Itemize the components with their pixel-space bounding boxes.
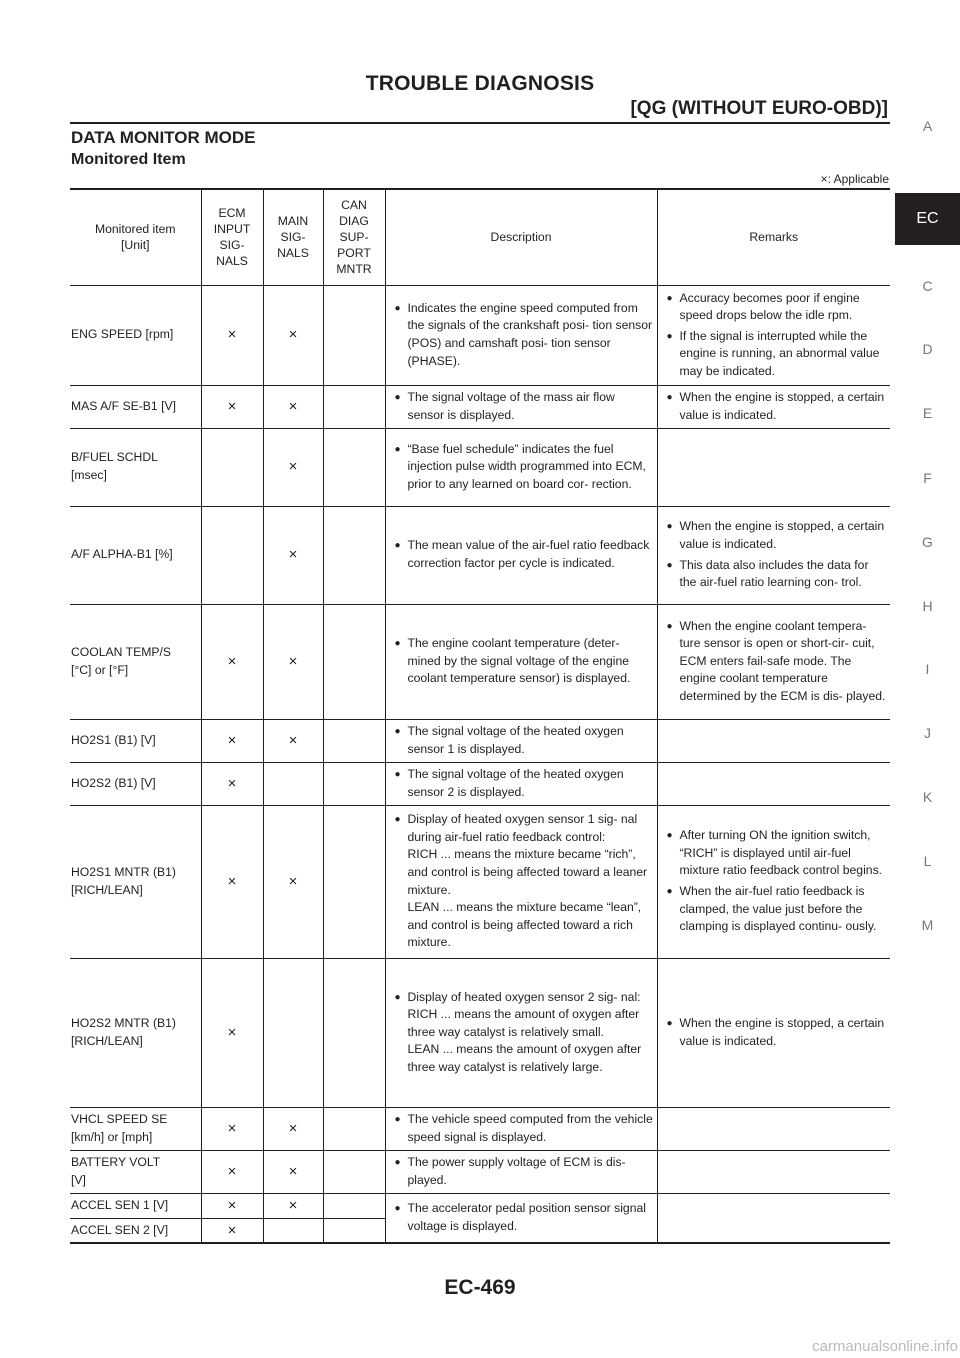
can-diag-mark bbox=[323, 385, 385, 428]
main-signal-mark bbox=[263, 958, 323, 1107]
ecm-input-mark: × bbox=[201, 1107, 263, 1150]
table-row bbox=[70, 805, 890, 958]
main-signal-mark: × bbox=[263, 428, 323, 506]
description-bullet: ● The engine coolant temperature (deter- mined by the signal voltage of the engine coolant temperature sensor) is displayed. bbox=[395, 635, 654, 688]
description bbox=[385, 385, 657, 428]
can-diag-mark bbox=[323, 1150, 385, 1193]
main-signal-mark: × bbox=[263, 604, 323, 719]
description-bullet: ● The power supply voltage of ECM is dis- played. bbox=[395, 1154, 654, 1189]
ecm-input-mark: × bbox=[201, 719, 263, 762]
ecm-input-mark: × bbox=[201, 1193, 263, 1218]
remark-bullet: ● When the engine is stopped, a certain value is indicated. bbox=[667, 389, 888, 424]
monitored-item: ACCEL SEN 2 [V] bbox=[70, 1218, 201, 1243]
description bbox=[385, 285, 657, 385]
remarks bbox=[657, 385, 890, 428]
remarks bbox=[657, 1107, 890, 1150]
table-row bbox=[70, 958, 890, 1107]
description bbox=[385, 428, 657, 506]
ecm-input-mark: × bbox=[201, 285, 263, 385]
page-number: EC-469 bbox=[444, 1276, 516, 1299]
description bbox=[385, 1193, 657, 1243]
main-signal-mark bbox=[263, 1218, 323, 1243]
main-signal-mark: × bbox=[263, 719, 323, 762]
can-diag-mark bbox=[323, 805, 385, 958]
side-tab-l[interactable]: L bbox=[923, 853, 932, 869]
remark-bullet: ● If the signal is interrupted while the engine is running, an abnormal value may be indicated. bbox=[667, 328, 888, 381]
table-row bbox=[70, 285, 890, 385]
header-rule bbox=[70, 122, 890, 124]
side-tab-f[interactable]: F bbox=[923, 470, 932, 486]
table-row bbox=[70, 1193, 890, 1218]
ecm-input-mark: × bbox=[201, 958, 263, 1107]
side-tab-k[interactable]: K bbox=[922, 789, 933, 805]
main-signal-mark: × bbox=[263, 285, 323, 385]
monitored-item: VHCL SPEED SE [km/h] or [mph] bbox=[70, 1107, 201, 1150]
description-bullet: ● The signal voltage of the heated oxygen sensor 1 is displayed. bbox=[395, 723, 654, 758]
remarks bbox=[657, 604, 890, 719]
description-bullet: ● The vehicle speed computed from the vehicle speed signal is displayed. bbox=[395, 1111, 654, 1146]
monitored-item: ACCEL SEN 1 [V] bbox=[70, 1193, 201, 1218]
monitored-item: B/FUEL SCHDL [msec] bbox=[70, 428, 201, 506]
description-bullet: ● The signal voltage of the mass air flow sensor is displayed. bbox=[395, 389, 654, 424]
description bbox=[385, 805, 657, 958]
description-bullet: ● The signal voltage of the heated oxygen sensor 2 is displayed. bbox=[395, 766, 654, 801]
remarks bbox=[657, 958, 890, 1107]
col-header-ecm-input: ECM INPUT SIG- NALS bbox=[201, 189, 263, 285]
description-bullet: ● The accelerator pedal position sensor signal voltage is displayed. bbox=[395, 1200, 654, 1235]
col-header-remarks: Remarks bbox=[657, 189, 890, 285]
table-row bbox=[70, 428, 890, 506]
page-header-title: TROUBLE DIAGNOSIS bbox=[365, 72, 595, 95]
remarks bbox=[657, 1150, 890, 1193]
description bbox=[385, 719, 657, 762]
page-header-subtitle: [QG (WITHOUT EURO-OBD)] bbox=[630, 98, 888, 119]
remarks bbox=[657, 805, 890, 958]
description bbox=[385, 604, 657, 719]
can-diag-mark bbox=[323, 762, 385, 805]
ecm-input-mark: × bbox=[201, 604, 263, 719]
remark-bullet: ● When the engine is stopped, a certain value is indicated. bbox=[667, 518, 888, 553]
ecm-input-mark: × bbox=[201, 385, 263, 428]
section-title: DATA MONITOR MODE bbox=[71, 128, 256, 147]
description-bullet: ● Indicates the engine speed computed from the signals of the crankshaft posi- tion sensor (POS) and camshaft posi- tion sensor (PHASE). bbox=[395, 300, 654, 370]
table-row bbox=[70, 604, 890, 719]
table-row bbox=[70, 1107, 890, 1150]
remark-bullet: ● Accuracy becomes poor if engine speed drops below the idle rpm. bbox=[667, 290, 888, 325]
main-signal-mark: × bbox=[263, 506, 323, 604]
table-row bbox=[70, 762, 890, 805]
remark-bullet: ● When the air-fuel ratio feedback is clamped, the value just before the clamping is displayed continu- ously. bbox=[667, 883, 888, 936]
ecm-input-mark: × bbox=[201, 1218, 263, 1243]
remark-bullet: ● When the engine is stopped, a certain value is indicated. bbox=[667, 1015, 888, 1050]
remark-bullet: ● After turning ON the ignition switch, “RICH” is displayed until air-fuel mixture ratio feedback control begins. bbox=[667, 827, 888, 880]
applicable-legend: ×: Applicable bbox=[820, 172, 889, 186]
can-diag-mark bbox=[323, 1218, 385, 1243]
side-tab-h[interactable]: H bbox=[922, 598, 933, 614]
ecm-input-mark bbox=[201, 506, 263, 604]
side-tab-a[interactable]: A bbox=[922, 118, 933, 134]
table-row bbox=[70, 719, 890, 762]
can-diag-mark bbox=[323, 604, 385, 719]
table-row bbox=[70, 506, 890, 604]
monitored-item-table bbox=[70, 188, 890, 1244]
description bbox=[385, 958, 657, 1107]
monitored-item: ENG SPEED [rpm] bbox=[70, 285, 201, 385]
remarks bbox=[657, 285, 890, 385]
monitored-item: MAS A/F SE-B1 [V] bbox=[70, 385, 201, 428]
main-signal-mark: × bbox=[263, 1107, 323, 1150]
remark-bullet: ● This data also includes the data for the air-fuel ratio learning con- trol. bbox=[667, 557, 888, 592]
description-bullet: ● The mean value of the air-fuel ratio feedback correction factor per cycle is indicated. bbox=[395, 537, 654, 572]
col-header-item: Monitored item [Unit] bbox=[70, 189, 201, 285]
monitored-item: A/F ALPHA-B1 [%] bbox=[70, 506, 201, 604]
monitored-item: HO2S1 MNTR (B1) [RICH/LEAN] bbox=[70, 805, 201, 958]
remarks bbox=[657, 719, 890, 762]
col-header-main-signals: MAIN SIG- NALS bbox=[263, 189, 323, 285]
ecm-input-mark: × bbox=[201, 1150, 263, 1193]
remarks bbox=[657, 506, 890, 604]
side-tab-ec[interactable]: EC bbox=[895, 193, 960, 245]
remarks bbox=[657, 1193, 890, 1243]
description-bullet: ● Display of heated oxygen sensor 1 sig- nal during air-fuel ratio feedback control: RICH ... means the mixture became “rich”, and control is being affected toward a leaner mixture. LEAN ... means the mixture became “lean”, and control is being affected toward a rich mixture. bbox=[395, 811, 654, 952]
side-tab-j[interactable]: J bbox=[924, 725, 931, 741]
description-bullet: ● Display of heated oxygen sensor 2 sig- nal: RICH ... means the amount of oxygen after three way catalyst is relatively small. LEAN ... means the amount of oxygen after three way catalyst is relatively large. bbox=[395, 989, 654, 1077]
main-signal-mark: × bbox=[263, 1150, 323, 1193]
ecm-input-mark: × bbox=[201, 805, 263, 958]
main-signal-mark: × bbox=[263, 805, 323, 958]
side-tab-i[interactable]: I bbox=[925, 661, 930, 677]
main-signal-mark: × bbox=[263, 385, 323, 428]
monitored-item: HO2S1 (B1) [V] bbox=[70, 719, 201, 762]
can-diag-mark bbox=[323, 1107, 385, 1150]
can-diag-mark bbox=[323, 958, 385, 1107]
monitored-item: COOLAN TEMP/S [°C] or [°F] bbox=[70, 604, 201, 719]
col-header-description: Description bbox=[385, 189, 657, 285]
description bbox=[385, 1150, 657, 1193]
side-tab-c[interactable]: C bbox=[922, 278, 933, 294]
description bbox=[385, 762, 657, 805]
watermark: carmanualsonline.info bbox=[812, 1338, 958, 1355]
remark-bullet: ● When the engine coolant tempera- ture sensor is open or short-cir- cuit, ECM enters fail-safe mode. The engine coolant temperature determined by the ECM is dis- played. bbox=[667, 618, 888, 706]
can-diag-mark bbox=[323, 428, 385, 506]
main-signal-mark bbox=[263, 762, 323, 805]
description bbox=[385, 506, 657, 604]
side-tab-m[interactable]: M bbox=[921, 917, 934, 933]
table-row bbox=[70, 385, 890, 428]
remarks bbox=[657, 428, 890, 506]
side-tab-e[interactable]: E bbox=[922, 405, 933, 421]
table-row bbox=[70, 1150, 890, 1193]
ecm-input-mark bbox=[201, 428, 263, 506]
main-signal-mark: × bbox=[263, 1193, 323, 1218]
monitored-item: HO2S2 (B1) [V] bbox=[70, 762, 201, 805]
side-tab-d[interactable]: D bbox=[922, 341, 933, 357]
monitored-item: BATTERY VOLT [V] bbox=[70, 1150, 201, 1193]
col-header-can-diag: CAN DIAG SUP- PORT MNTR bbox=[323, 189, 385, 285]
can-diag-mark bbox=[323, 719, 385, 762]
can-diag-mark bbox=[323, 285, 385, 385]
table-header-row bbox=[70, 189, 890, 285]
description bbox=[385, 1107, 657, 1150]
side-tab-g[interactable]: G bbox=[922, 534, 933, 550]
can-diag-mark bbox=[323, 506, 385, 604]
section-subtitle: Monitored Item bbox=[71, 151, 186, 168]
description-bullet: ● “Base fuel schedule” indicates the fuel injection pulse width programmed into ECM, prior to any learned on board cor- rection. bbox=[395, 441, 654, 494]
monitored-item: HO2S2 MNTR (B1) [RICH/LEAN] bbox=[70, 958, 201, 1107]
remarks bbox=[657, 762, 890, 805]
ecm-input-mark: × bbox=[201, 762, 263, 805]
can-diag-mark bbox=[323, 1193, 385, 1218]
